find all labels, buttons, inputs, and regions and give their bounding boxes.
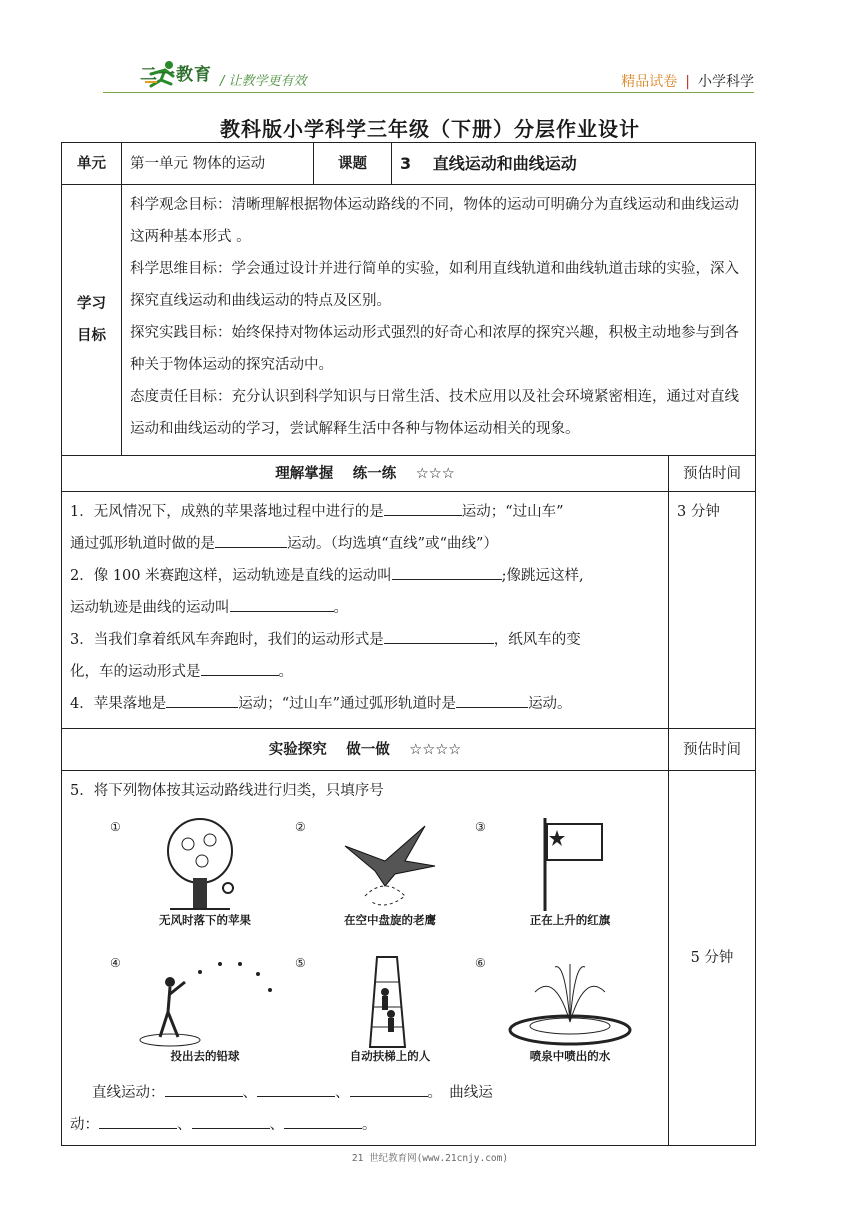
info-row [62,143,756,185]
slogan: / 让教学更有效 [220,74,307,89]
picture-number: ③ [475,820,486,834]
answer-line-straight: 直线运动： 、 、 。 曲线运 [70,1077,662,1109]
picture-4 [110,947,300,1072]
lesson-value: 3 直线运动和曲线运动 [392,143,756,185]
section2-body-row [62,771,756,1146]
answer-blank[interactable] [99,1110,177,1129]
objective-item: 科学思维目标：学会通过设计并进行简单的实验，如利用直线轨道和曲线轨道击球的实验，深入探究直线运动和曲线运动的特点及区别。 [130,261,739,309]
question-4: 4．苹果落地是 运动；“过山车”通过弧形轨道时是 运动。 [70,688,662,720]
picture-number: ① [110,820,121,834]
page-title: 教科版小学科学三年级（下册）分层作业设计 [220,117,640,141]
lesson-label: 课题 [314,143,392,185]
section1-time-value: 3 分钟 [669,492,756,729]
section2-time-label: 预估时间 [669,729,756,771]
section1-heading: 理解掌握 练一练 ☆☆☆ [62,456,669,492]
picture-caption: 喷泉中喷出的水 [529,1049,611,1063]
picture-caption: 无风时落下的苹果 [159,913,251,927]
worksheet-table [61,142,756,1146]
picture-5 [295,947,485,1072]
eagle-icon [315,816,465,916]
page-footer: 21 世纪教育网(www.21cnjy.com) [351,1153,509,1164]
objectives-label [62,185,122,456]
objectives-label-2: 目标 [77,328,106,344]
answer-blank[interactable] [192,1110,270,1129]
answer-blank[interactable] [230,593,334,612]
answer-blank[interactable] [257,1078,335,1097]
answer-blank[interactable] [350,1078,428,1097]
picture-number: ② [295,820,306,834]
logo-text: 二一教育 [140,65,212,85]
objective-item: 态度责任目标：充分认识到科学知识与日常生活、技术应用以及社会环境紧密相连，通过对直线运动和曲线运动的学习，尝试解释生活中各种与物体运动相关的现象。 [130,389,739,437]
objectives-row [62,185,756,456]
section2-time-value: 5 分钟 [669,771,756,1146]
question-2-cont: 运动轨迹是曲线的运动叫 。 [70,592,662,624]
section2-header-row [62,729,756,771]
answer-blank[interactable] [215,529,287,548]
section1-body-row [62,492,756,729]
section1-questions [62,492,669,729]
picture-6 [475,947,665,1072]
picture-3 [475,811,665,936]
picture-number: ⑤ [295,956,306,970]
apple-tree-icon [130,816,280,916]
question-2: 2．像 100 米赛跑这样，运动轨迹是直线的运动叫 ;像跳远这样, [70,560,662,592]
objectives-content [122,185,756,456]
answer-blank[interactable] [384,625,494,644]
shot-put-icon [130,952,280,1052]
answer-line-curve: 动： 、 、 。 [70,1109,662,1141]
picture-1 [110,811,300,936]
answer-blank[interactable] [284,1110,362,1129]
picture-caption: 投出去的铅球 [170,1049,240,1063]
question-1: 1．无风情况下，成熟的苹果落地过程中进行的是 运动；“过山车” [70,496,662,528]
answer-blank[interactable] [392,561,502,580]
header-separator: | [685,74,690,90]
objectives-label-1: 学习 [77,296,106,312]
question-3: 3．当我们拿着纸风车奔跑时，我们的运动形式是 ，纸风车的变 [70,624,662,656]
header-tag: 精品试卷 [621,74,678,90]
unit-label: 单元 [62,143,122,185]
section2-heading: 实验探究 做一做 ☆☆☆☆ [62,729,669,771]
answer-blank[interactable] [166,689,238,708]
section1-header-row [62,456,756,492]
picture-caption: 自动扶梯上的人 [349,1049,431,1063]
objective-item: 探究实践目标：始终保持对物体运动形式强烈的好奇心和浓厚的探究兴趣，积极主动地参与到各种关于物体运动的探究活动中。 [130,325,739,373]
header-subject: 小学科学 [698,74,754,90]
flag-icon [495,816,645,916]
header-divider [103,92,754,93]
question-5: 5．将下列物体按其运动路线进行归类，只填序号 [70,783,384,799]
answer-blank[interactable] [384,497,462,516]
objective-item: 科学观念目标：清晰理解根据物体运动路线的不同，物体的运动可明确分为直线运动和曲线运动这两种基本形式 。 [130,197,739,245]
page-header [0,0,860,100]
question-3-cont: 化，车的运动形式是 。 [70,656,662,688]
header-right [621,71,754,91]
answer-blank[interactable] [456,689,528,708]
fountain-icon [495,952,645,1052]
picture-caption: 在空中盘旋的老鹰 [344,913,436,927]
answer-blank[interactable] [165,1078,243,1097]
escalator-icon [315,952,465,1052]
answer-blank[interactable] [201,657,279,676]
pictures-grid [70,807,662,1077]
picture-caption: 正在上升的红旗 [529,913,611,927]
picture-2 [295,811,485,936]
picture-number: ⑥ [475,956,486,970]
section2-content [62,771,669,1146]
section1-time-label: 预估时间 [669,456,756,492]
question-1-cont: 通过弧形轨道时做的是 运动。（均选填“直线”或“曲线”） [70,528,662,560]
unit-value: 第一单元 物体的运动 [122,143,314,185]
picture-number: ④ [110,956,121,970]
